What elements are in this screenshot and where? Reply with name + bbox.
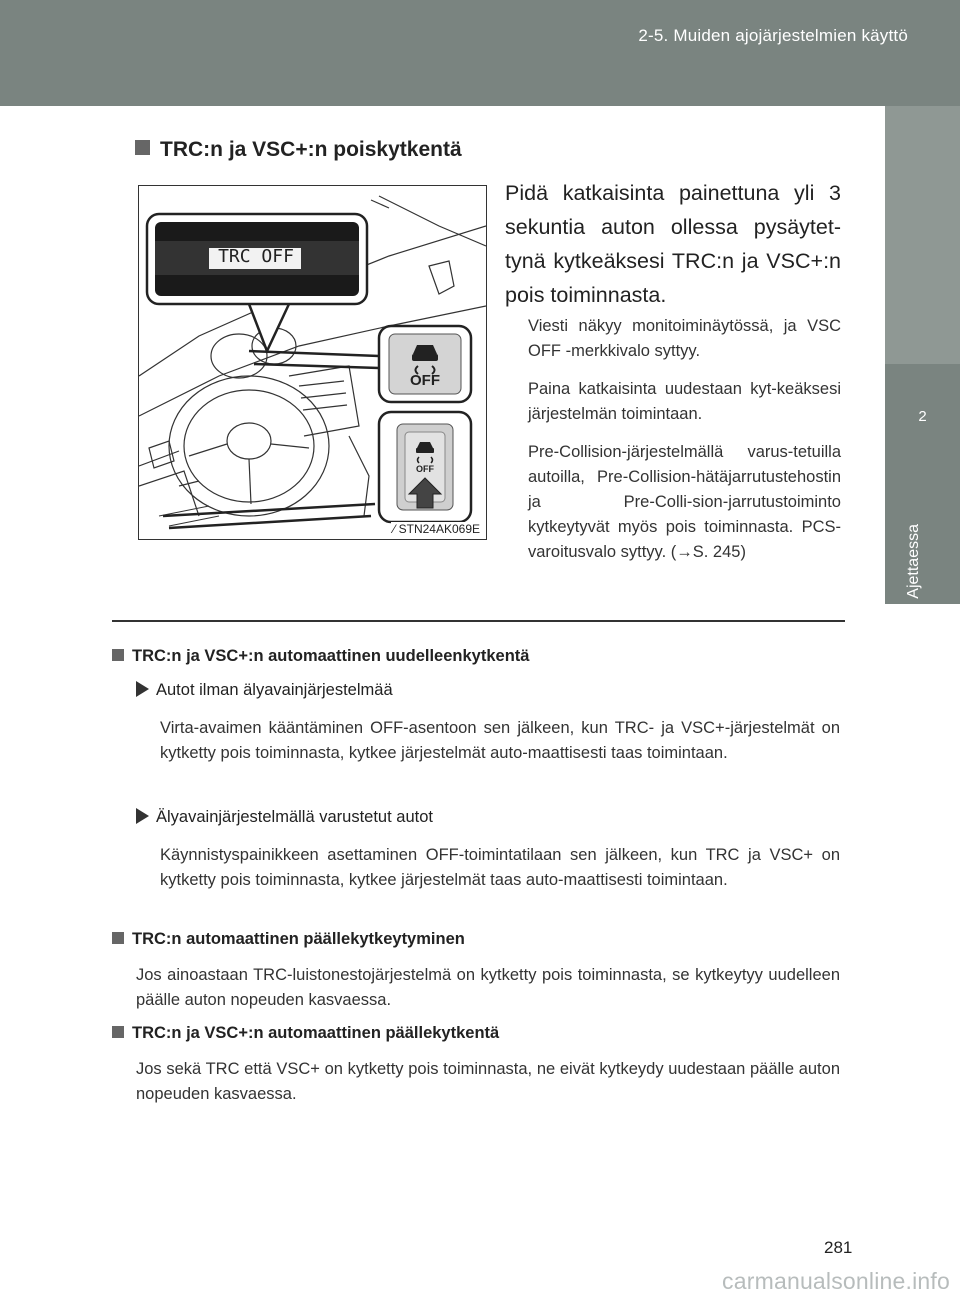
subhead-auto-reactivation xyxy=(112,647,529,666)
note-pre-collision: Pre-Collision-järjestelmällä varus-tetuilla autoilla, Pre-Collision-hätäjarrutustehostin ja Pre-Colli-sion-jarrutustoiminto kytkeytyvät myös pois toiminnasta. PCS-varoitusvalo syttyy. (→S. 245) xyxy=(528,443,841,561)
dashboard-drawing xyxy=(139,186,486,539)
main-instruction: Pidä katkaisinta painettuna yli 3 sekuntia auton ollessa pysäytet-tynä kytkeäksesi TRC:n ja VSC+:n pois toiminnasta. xyxy=(505,181,841,307)
chapter-tab[interactable] xyxy=(885,364,960,604)
square-bullet-icon xyxy=(135,140,150,155)
triangle-bullet-icon xyxy=(136,808,149,824)
chapter-tab-label: Ajettaessa xyxy=(905,524,922,599)
watermark: carmanualsonline.info xyxy=(722,1268,950,1294)
note-reactivate: Paina katkaisinta uudestaan kyt-keäksesi järjestelmän toimintaan. xyxy=(528,380,841,423)
subhead-trc-auto-on xyxy=(112,930,465,949)
section-title-text: TRC:n ja VSC+:n poiskytkentä xyxy=(160,138,462,161)
subhead-trc-vsc-auto-on-text: TRC:n ja VSC+:n automaattinen päällekytkentä xyxy=(132,1024,500,1042)
chapter-tab-number: 2 xyxy=(918,408,927,425)
square-bullet-icon xyxy=(112,1026,124,1038)
vsc-off-switch-label: OFF xyxy=(416,464,434,474)
paragraph-trc-vsc-auto-on: Jos sekä TRC että VSC+ on kytketty pois toiminnasta, ne eivät kytkeydy uudestaan päälle auton nopeuden kasvaessa. xyxy=(136,1060,840,1103)
bullet-smart-key xyxy=(136,808,433,827)
subhead-trc-vsc-auto-on xyxy=(112,1024,499,1043)
bullet-no-smart-key xyxy=(136,681,393,700)
subhead-auto-reactivation-text: TRC:n ja VSC+:n automaattinen uudelleenkytkentä xyxy=(132,647,530,665)
section-divider xyxy=(112,620,845,622)
dashboard-illustration xyxy=(138,185,487,540)
header-section-title: 2-5. Muiden ajojärjestelmien käyttö xyxy=(638,26,908,45)
vsc-off-button-label: OFF xyxy=(410,372,440,389)
paragraph-no-smart-key: Virta-avaimen kääntäminen OFF-asentoon sen jälkeen, kun TRC- ja VSC+-järjestelmät on kytketty pois toiminnasta, kytkee järjestelmät auto-maattisesti taas toimintaan. xyxy=(160,719,840,762)
subhead-trc-auto-on-text: TRC:n automaattinen päällekytkeytyminen xyxy=(132,930,465,948)
display-message-text: TRC OFF xyxy=(218,246,294,267)
bullet-smart-key-text: Älyavainjärjestelmällä varustetut autot xyxy=(156,808,433,826)
square-bullet-icon xyxy=(112,932,124,944)
paragraph-smart-key: Käynnistyspainikkeen asettaminen OFF-toimintatilaan sen jälkeen, kun TRC ja VSC+ on kytketty pois toiminnasta, kytkee järjestelmät taas auto-maattisesti toimintaan. xyxy=(160,846,840,889)
bullet-no-smart-key-text: Autot ilman älyavainjärjestelmää xyxy=(156,681,393,699)
note-message: Viesti näkyy monitoiminäytössä, ja VSC OFF -merkkivalo syttyy. xyxy=(528,317,841,360)
square-bullet-icon xyxy=(112,649,124,661)
section-title xyxy=(135,138,462,162)
paragraph-trc-auto-on: Jos ainoastaan TRC-luistonestojärjestelmä on kytketty pois toiminnasta, se kytkeytyy uudelleen päälle auton nopeuden kasvaessa. xyxy=(136,966,840,1009)
triangle-bullet-icon xyxy=(136,681,149,697)
page-number: 281 xyxy=(824,1238,853,1257)
side-tab-upper xyxy=(885,106,960,364)
illustration-code: ⁄ STN24AK069E xyxy=(393,522,480,536)
illustration-code-text: STN24AK069E xyxy=(398,522,480,536)
header-band xyxy=(0,0,960,106)
